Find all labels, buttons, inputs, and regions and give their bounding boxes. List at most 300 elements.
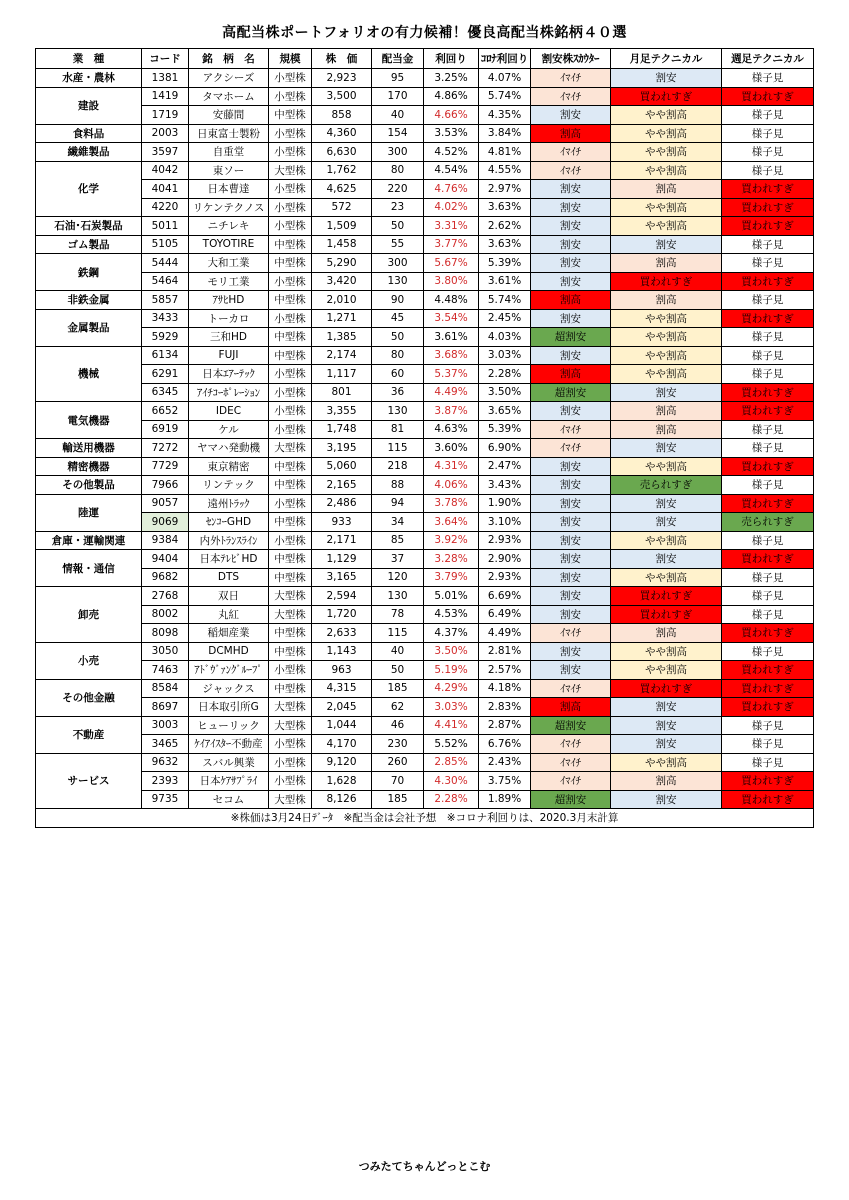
stock-name-cell: FUJI (189, 346, 269, 365)
dividend-cell: 260 (372, 753, 424, 772)
stock-name-cell: DCMHD (189, 642, 269, 661)
monthly-technical-cell: 割安 (611, 494, 722, 513)
yield-cell: 3.31% (424, 217, 479, 236)
size-cell: 中型株 (269, 642, 312, 661)
monthly-technical-cell: 割安 (611, 235, 722, 254)
stock-name-cell: IDEC (189, 402, 269, 421)
stock-name-cell: DTS (189, 568, 269, 587)
table-row (36, 494, 814, 513)
price-cell: 3,500 (312, 87, 372, 106)
weekly-technical-cell: 買われすぎ (722, 272, 814, 291)
table-row (36, 531, 814, 550)
code-cell: 5929 (142, 328, 189, 347)
code-cell: 7463 (142, 661, 189, 680)
stock-name-cell: 日本曹達 (189, 180, 269, 199)
weekly-technical-cell: 様子見 (722, 235, 814, 254)
scouter-cell: ｲﾏｲﾁ (531, 420, 611, 439)
price-cell: 4,360 (312, 124, 372, 143)
size-cell: 小型株 (269, 69, 312, 88)
weekly-technical-cell: 買われすぎ (722, 550, 814, 569)
code-cell: 4042 (142, 161, 189, 180)
table-row (36, 309, 814, 328)
size-cell: 中型株 (269, 476, 312, 495)
monthly-technical-cell: やや割高 (611, 346, 722, 365)
code-cell: 5857 (142, 291, 189, 310)
yield-cell: 5.52% (424, 735, 479, 754)
table-row (36, 476, 814, 495)
dividend-cell: 40 (372, 106, 424, 125)
dividend-cell: 23 (372, 198, 424, 217)
sector-cell: その他製品 (36, 476, 142, 495)
dividend-cell: 230 (372, 735, 424, 754)
sector-cell: 卸売 (36, 587, 142, 643)
code-cell: 3597 (142, 143, 189, 162)
size-cell: 中型株 (269, 550, 312, 569)
column-header: 配当金 (372, 49, 424, 69)
weekly-technical-cell: 様子見 (722, 328, 814, 347)
price-cell: 4,170 (312, 735, 372, 754)
table-row (36, 698, 814, 717)
corona-yield-cell: 6.49% (479, 605, 531, 624)
scouter-cell: ｲﾏｲﾁ (531, 679, 611, 698)
stock-name-cell: トーカロ (189, 309, 269, 328)
corona-yield-cell: 4.07% (479, 69, 531, 88)
column-header: 業 種 (36, 49, 142, 69)
column-header: 銘 柄 名 (189, 49, 269, 69)
monthly-technical-cell: 買われすぎ (611, 87, 722, 106)
table-body (36, 69, 814, 828)
corona-yield-cell: 2.93% (479, 568, 531, 587)
size-cell: 小型株 (269, 143, 312, 162)
corona-yield-cell: 3.63% (479, 198, 531, 217)
dividend-cell: 88 (372, 476, 424, 495)
price-cell: 5,060 (312, 457, 372, 476)
scouter-cell: ｲﾏｲﾁ (531, 439, 611, 458)
stock-name-cell: ジャックス (189, 679, 269, 698)
weekly-technical-cell: 買われすぎ (722, 790, 814, 809)
sector-cell: 陸運 (36, 494, 142, 531)
yield-cell: 2.85% (424, 753, 479, 772)
footnote: ※株価は3月24日ﾃﾞｰﾀ ※配当金は会社予想 ※コロナ利回りは、2020.3月末計算 (36, 809, 814, 828)
weekly-technical-cell: 買われすぎ (722, 494, 814, 513)
sector-cell: 倉庫・運輸関連 (36, 531, 142, 550)
monthly-technical-cell: 買われすぎ (611, 605, 722, 624)
code-cell: 6345 (142, 383, 189, 402)
dividend-cell: 300 (372, 143, 424, 162)
scouter-cell: 割安 (531, 180, 611, 199)
stock-name-cell: 日本取引所G (189, 698, 269, 717)
weekly-technical-cell: 様子見 (722, 106, 814, 125)
stock-name-cell: 日本ｹｱｻﾌﾟﾗｲ (189, 772, 269, 791)
weekly-technical-cell: 様子見 (722, 161, 814, 180)
dividend-cell: 50 (372, 328, 424, 347)
dividend-cell: 50 (372, 661, 424, 680)
monthly-technical-cell: やや割高 (611, 753, 722, 772)
column-header: ｺﾛﾅ利回り (479, 49, 531, 69)
stock-name-cell: リケンテクノス (189, 198, 269, 217)
monthly-technical-cell: やや割高 (611, 161, 722, 180)
sector-cell: 石油･石炭製品 (36, 217, 142, 236)
scouter-cell: 割安 (531, 198, 611, 217)
weekly-technical-cell: 様子見 (722, 254, 814, 273)
price-cell: 2,923 (312, 69, 372, 88)
weekly-technical-cell: 買われすぎ (722, 87, 814, 106)
sector-cell: 小売 (36, 642, 142, 679)
dividend-cell: 130 (372, 272, 424, 291)
table-row (36, 161, 814, 180)
corona-yield-cell: 5.39% (479, 420, 531, 439)
yield-cell: 4.31% (424, 457, 479, 476)
scouter-cell: ｲﾏｲﾁ (531, 624, 611, 643)
table-row (36, 772, 814, 791)
column-header: 月足テクニカル (611, 49, 722, 69)
stock-name-cell: TOYOTIRE (189, 235, 269, 254)
price-cell: 1,509 (312, 217, 372, 236)
scouter-cell: 割安 (531, 642, 611, 661)
table-row (36, 143, 814, 162)
dividend-cell: 80 (372, 346, 424, 365)
price-cell: 1,762 (312, 161, 372, 180)
dividend-cell: 115 (372, 624, 424, 643)
scouter-cell: 割安 (531, 309, 611, 328)
code-cell: 6134 (142, 346, 189, 365)
monthly-technical-cell: 買われすぎ (611, 587, 722, 606)
table-row (36, 346, 814, 365)
price-cell: 3,195 (312, 439, 372, 458)
yield-cell: 4.41% (424, 716, 479, 735)
dividend-cell: 55 (372, 235, 424, 254)
monthly-technical-cell: やや割高 (611, 217, 722, 236)
size-cell: 小型株 (269, 383, 312, 402)
code-cell: 1419 (142, 87, 189, 106)
price-cell: 2,045 (312, 698, 372, 717)
weekly-technical-cell: 様子見 (722, 476, 814, 495)
scouter-cell: ｲﾏｲﾁ (531, 161, 611, 180)
size-cell: 大型株 (269, 587, 312, 606)
price-cell: 858 (312, 106, 372, 125)
sector-cell: 建設 (36, 87, 142, 124)
sector-cell: 水産・農林 (36, 69, 142, 88)
scouter-cell: 割安 (531, 346, 611, 365)
weekly-technical-cell: 買われすぎ (722, 383, 814, 402)
sector-cell: 不動産 (36, 716, 142, 753)
monthly-technical-cell: 割安 (611, 69, 722, 88)
code-cell: 8002 (142, 605, 189, 624)
stock-name-cell: 大和工業 (189, 254, 269, 273)
scouter-cell: ｲﾏｲﾁ (531, 69, 611, 88)
stock-name-cell: 双日 (189, 587, 269, 606)
code-cell: 3433 (142, 309, 189, 328)
table-row (36, 790, 814, 809)
table-row (36, 69, 814, 88)
size-cell: 小型株 (269, 531, 312, 550)
stock-name-cell: 日本ｴｱｰﾃｯｸ (189, 365, 269, 384)
yield-cell: 3.79% (424, 568, 479, 587)
stock-name-cell: リンテック (189, 476, 269, 495)
code-cell: 3465 (142, 735, 189, 754)
sector-cell: サービス (36, 753, 142, 809)
yield-cell: 5.37% (424, 365, 479, 384)
stock-name-cell: ケル (189, 420, 269, 439)
yield-cell: 4.48% (424, 291, 479, 310)
table-row (36, 365, 814, 384)
yield-cell: 4.86% (424, 87, 479, 106)
dividend-cell: 130 (372, 402, 424, 421)
scouter-cell: ｲﾏｲﾁ (531, 753, 611, 772)
weekly-technical-cell: 様子見 (722, 605, 814, 624)
dividend-cell: 94 (372, 494, 424, 513)
sector-cell: ゴム製品 (36, 235, 142, 254)
corona-yield-cell: 3.63% (479, 235, 531, 254)
stock-name-cell: モリ工業 (189, 272, 269, 291)
price-cell: 1,385 (312, 328, 372, 347)
corona-yield-cell: 3.84% (479, 124, 531, 143)
scouter-cell: 超割安 (531, 716, 611, 735)
dividend-cell: 95 (372, 69, 424, 88)
code-cell: 5011 (142, 217, 189, 236)
code-cell: 6919 (142, 420, 189, 439)
stock-name-cell: アクシーズ (189, 69, 269, 88)
dividend-cell: 120 (372, 568, 424, 587)
weekly-technical-cell: 様子見 (722, 642, 814, 661)
corona-yield-cell: 3.43% (479, 476, 531, 495)
price-cell: 572 (312, 198, 372, 217)
table-row (36, 180, 814, 199)
size-cell: 中型株 (269, 235, 312, 254)
stock-name-cell: ニチレキ (189, 217, 269, 236)
yield-cell: 4.30% (424, 772, 479, 791)
price-cell: 1,117 (312, 365, 372, 384)
page-title: 高配当株ポートフォリオの有力候補！優良高配当株銘柄４０選 (222, 25, 627, 41)
column-header: 規模 (269, 49, 312, 69)
dividend-cell: 46 (372, 716, 424, 735)
code-cell: 7966 (142, 476, 189, 495)
size-cell: 中型株 (269, 328, 312, 347)
yield-cell: 5.01% (424, 587, 479, 606)
dividend-cell: 300 (372, 254, 424, 273)
price-cell: 3,355 (312, 402, 372, 421)
size-cell: 小型株 (269, 124, 312, 143)
monthly-technical-cell: 買われすぎ (611, 272, 722, 291)
price-cell: 2,486 (312, 494, 372, 513)
stock-name-cell: スバル興業 (189, 753, 269, 772)
corona-yield-cell: 2.45% (479, 309, 531, 328)
scouter-cell: ｲﾏｲﾁ (531, 735, 611, 754)
price-cell: 1,748 (312, 420, 372, 439)
dividend-cell: 85 (372, 531, 424, 550)
monthly-technical-cell: やや割高 (611, 198, 722, 217)
table-row (36, 661, 814, 680)
weekly-technical-cell: 買われすぎ (722, 624, 814, 643)
price-cell: 1,044 (312, 716, 372, 735)
corona-yield-cell: 2.62% (479, 217, 531, 236)
yield-cell: 3.80% (424, 272, 479, 291)
monthly-technical-cell: やや割高 (611, 124, 722, 143)
monthly-technical-cell: やや割高 (611, 328, 722, 347)
sector-cell: 繊維製品 (36, 143, 142, 162)
dividend-cell: 80 (372, 161, 424, 180)
corona-yield-cell: 5.39% (479, 254, 531, 273)
price-cell: 1,129 (312, 550, 372, 569)
table-row (36, 198, 814, 217)
corona-yield-cell: 3.03% (479, 346, 531, 365)
sector-cell: 鉄鋼 (36, 254, 142, 291)
code-cell: 3050 (142, 642, 189, 661)
table-row (36, 753, 814, 772)
code-cell: 6291 (142, 365, 189, 384)
footnote-row (36, 809, 814, 828)
size-cell: 小型株 (269, 87, 312, 106)
weekly-technical-cell: 様子見 (722, 420, 814, 439)
monthly-technical-cell: 割安 (611, 716, 722, 735)
corona-yield-cell: 3.75% (479, 772, 531, 791)
sector-cell: 金属製品 (36, 309, 142, 346)
stock-name-cell: 日本ﾃﾚﾋﾞHD (189, 550, 269, 569)
dividend-cell: 37 (372, 550, 424, 569)
yield-cell: 5.67% (424, 254, 479, 273)
scouter-cell: 超割安 (531, 383, 611, 402)
stock-name-cell: 自重堂 (189, 143, 269, 162)
monthly-technical-cell: 割高 (611, 291, 722, 310)
dividend-cell: 62 (372, 698, 424, 717)
monthly-technical-cell: 割安 (611, 735, 722, 754)
weekly-technical-cell: 買われすぎ (722, 772, 814, 791)
yield-cell: 3.87% (424, 402, 479, 421)
corona-yield-cell: 4.35% (479, 106, 531, 125)
code-cell: 8697 (142, 698, 189, 717)
size-cell: 小型株 (269, 217, 312, 236)
dividend-cell: 185 (372, 679, 424, 698)
code-cell: 7729 (142, 457, 189, 476)
column-header: 週足テクニカル (722, 49, 814, 69)
code-cell: 8098 (142, 624, 189, 643)
size-cell: 小型株 (269, 661, 312, 680)
monthly-technical-cell: やや割高 (611, 568, 722, 587)
monthly-technical-cell: やや割高 (611, 143, 722, 162)
weekly-technical-cell: 様子見 (722, 143, 814, 162)
monthly-technical-cell: やや割高 (611, 457, 722, 476)
monthly-technical-cell: 割安 (611, 790, 722, 809)
yield-cell: 4.52% (424, 143, 479, 162)
table-row (36, 457, 814, 476)
dividend-cell: 70 (372, 772, 424, 791)
table-row (36, 550, 814, 569)
scouter-cell: 割高 (531, 365, 611, 384)
table-row (36, 328, 814, 347)
table-row (36, 272, 814, 291)
weekly-technical-cell: 買われすぎ (722, 309, 814, 328)
code-cell: 2768 (142, 587, 189, 606)
table-row (36, 587, 814, 606)
yield-cell: 3.68% (424, 346, 479, 365)
monthly-technical-cell: 割安 (611, 439, 722, 458)
size-cell: 小型株 (269, 365, 312, 384)
stock-name-cell: ｹｲｱｲｽﾀｰ不動産 (189, 735, 269, 754)
dividend-cell: 130 (372, 587, 424, 606)
code-cell: 5464 (142, 272, 189, 291)
price-cell: 2,010 (312, 291, 372, 310)
size-cell: 大型株 (269, 790, 312, 809)
code-cell: 7272 (142, 439, 189, 458)
yield-cell: 3.03% (424, 698, 479, 717)
yield-cell: 3.28% (424, 550, 479, 569)
dividend-cell: 40 (372, 642, 424, 661)
sector-cell: 輸送用機器 (36, 439, 142, 458)
scouter-cell: 割安 (531, 587, 611, 606)
scouter-cell: 割安 (531, 272, 611, 291)
dividend-cell: 220 (372, 180, 424, 199)
table-row (36, 87, 814, 106)
monthly-technical-cell: 割高 (611, 180, 722, 199)
corona-yield-cell: 3.61% (479, 272, 531, 291)
column-header: コード (142, 49, 189, 69)
scouter-cell: ｲﾏｲﾁ (531, 143, 611, 162)
price-cell: 4,315 (312, 679, 372, 698)
dividend-cell: 78 (372, 605, 424, 624)
size-cell: 小型株 (269, 198, 312, 217)
monthly-technical-cell: 割高 (611, 624, 722, 643)
code-cell: 9632 (142, 753, 189, 772)
size-cell: 大型株 (269, 698, 312, 717)
stock-name-cell: セコム (189, 790, 269, 809)
corona-yield-cell: 4.55% (479, 161, 531, 180)
code-cell: 9057 (142, 494, 189, 513)
monthly-technical-cell: やや割高 (611, 661, 722, 680)
monthly-technical-cell: 割安 (611, 383, 722, 402)
sector-cell: その他金融 (36, 679, 142, 716)
price-cell: 9,120 (312, 753, 372, 772)
stock-name-cell: ｾﾝｺｰGHD (189, 513, 269, 532)
code-cell: 6652 (142, 402, 189, 421)
size-cell: 中型株 (269, 513, 312, 532)
code-cell: 4041 (142, 180, 189, 199)
scouter-cell: 割高 (531, 698, 611, 717)
price-cell: 3,165 (312, 568, 372, 587)
scouter-cell: 割安 (531, 217, 611, 236)
price-cell: 3,420 (312, 272, 372, 291)
size-cell: 中型株 (269, 346, 312, 365)
corona-yield-cell: 6.76% (479, 735, 531, 754)
code-cell: 5444 (142, 254, 189, 273)
scouter-cell: 割安 (531, 106, 611, 125)
size-cell: 小型株 (269, 309, 312, 328)
corona-yield-cell: 2.87% (479, 716, 531, 735)
code-cell: 1719 (142, 106, 189, 125)
yield-cell: 4.53% (424, 605, 479, 624)
monthly-technical-cell: やや割高 (611, 642, 722, 661)
code-cell: 9735 (142, 790, 189, 809)
yield-cell: 4.49% (424, 383, 479, 402)
site-footer: つみたてちゃんどっとこむ (358, 1160, 491, 1173)
stock-name-cell: ｱｻﾋHD (189, 291, 269, 310)
price-cell: 4,625 (312, 180, 372, 199)
table-header-row (36, 49, 814, 69)
price-cell: 2,165 (312, 476, 372, 495)
yield-cell: 4.02% (424, 198, 479, 217)
weekly-technical-cell: 買われすぎ (722, 198, 814, 217)
column-header: 利回り (424, 49, 479, 69)
weekly-technical-cell: 買われすぎ (722, 457, 814, 476)
yield-cell: 3.92% (424, 531, 479, 550)
corona-yield-cell: 2.90% (479, 550, 531, 569)
table-row (36, 402, 814, 421)
table-row (36, 568, 814, 587)
price-cell: 1,628 (312, 772, 372, 791)
weekly-technical-cell: 様子見 (722, 531, 814, 550)
scouter-cell: 割安 (531, 402, 611, 421)
price-cell: 933 (312, 513, 372, 532)
stock-name-cell: 遠州ﾄﾗｯｸ (189, 494, 269, 513)
